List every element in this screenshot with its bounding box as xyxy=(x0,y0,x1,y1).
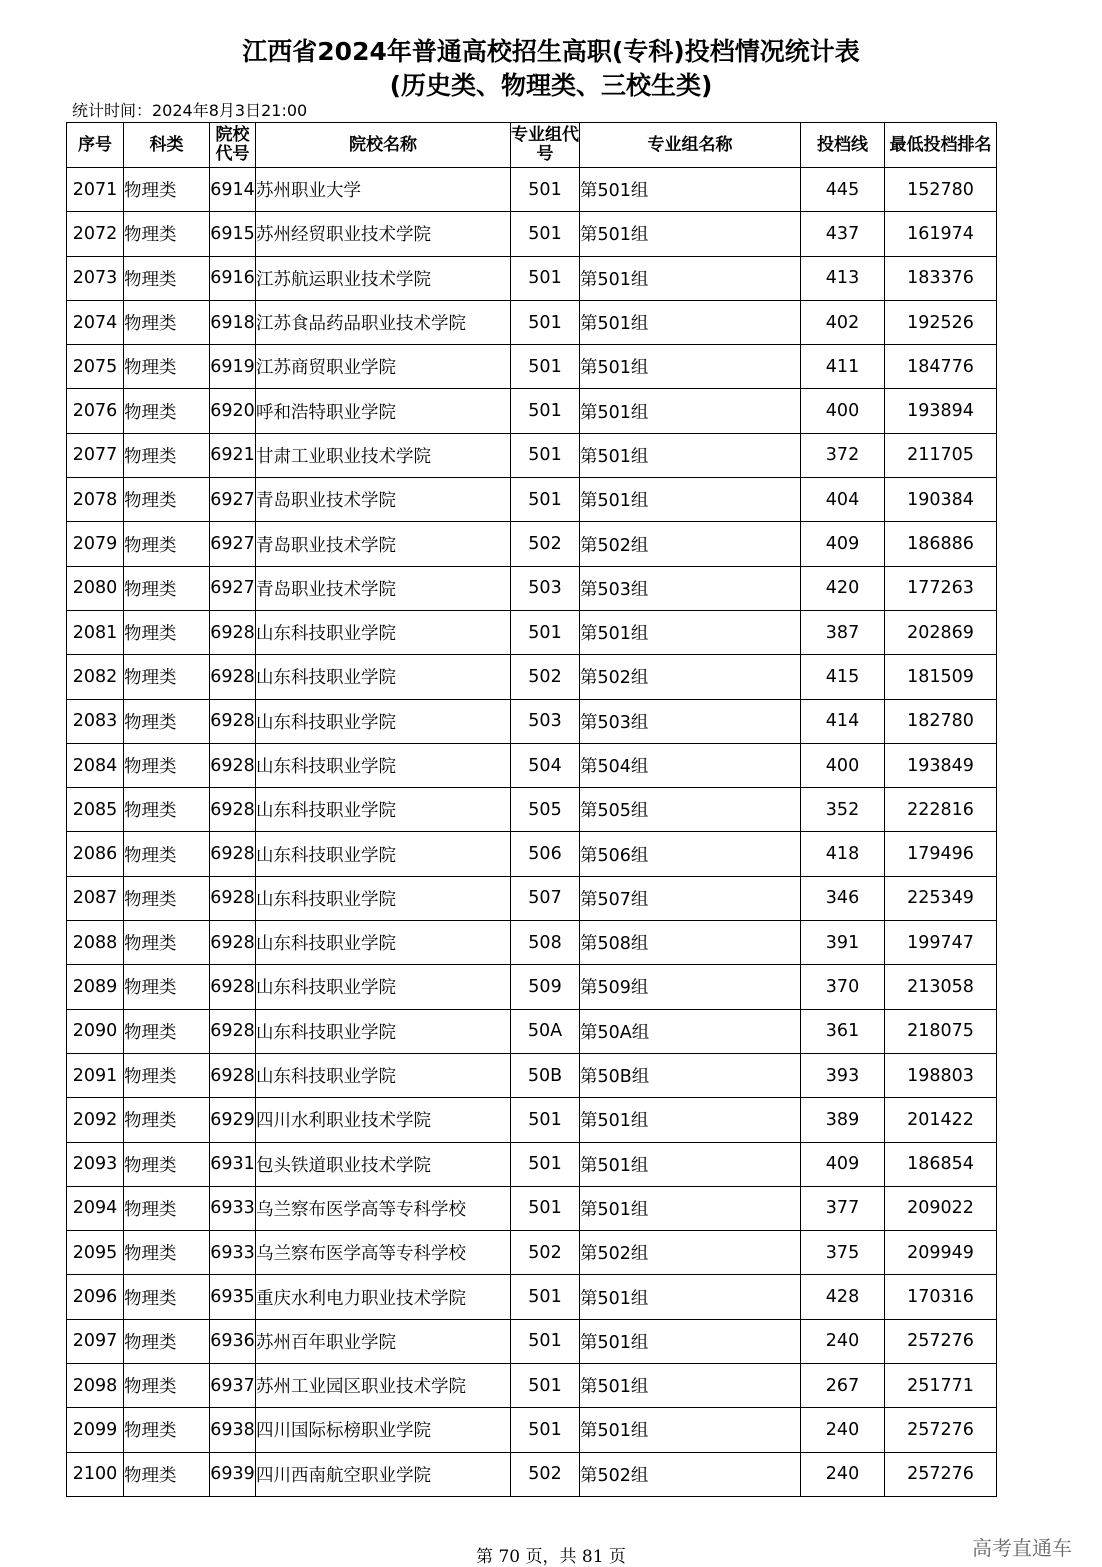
cell-category: 物理类 xyxy=(124,743,210,787)
cell-category: 物理类 xyxy=(124,478,210,522)
cell-category: 物理类 xyxy=(124,566,210,610)
cell-school-code: 6928 xyxy=(210,832,256,876)
cell-school-name: 江苏食品药品职业技术学院 xyxy=(256,300,511,344)
table-row xyxy=(67,876,997,920)
cell-group-code: 501 xyxy=(511,1186,580,1230)
table-row xyxy=(67,1408,997,1452)
col-min-rank-header: 最低投档排名 xyxy=(885,123,997,168)
table-row xyxy=(67,522,997,566)
cell-school-name: 青岛职业技术学院 xyxy=(256,566,511,610)
cell-cutoff: 404 xyxy=(801,478,885,522)
cell-category: 物理类 xyxy=(124,1364,210,1408)
cell-group-name: 第501组 xyxy=(580,1408,801,1452)
cell-min-rank: 183376 xyxy=(885,256,997,300)
cell-cutoff: 346 xyxy=(801,876,885,920)
cell-group-code: 501 xyxy=(511,610,580,654)
cell-group-name: 第502组 xyxy=(580,1452,801,1496)
cell-seq: 2084 xyxy=(67,743,124,787)
cell-group-code: 501 xyxy=(511,345,580,389)
col-group-code-header: 专业组代号 xyxy=(511,123,580,168)
cell-category: 物理类 xyxy=(124,1053,210,1097)
table-row xyxy=(67,832,997,876)
cell-cutoff: 414 xyxy=(801,699,885,743)
table-row xyxy=(67,965,997,1009)
cell-min-rank: 177263 xyxy=(885,566,997,610)
cell-group-code: 501 xyxy=(511,1275,580,1319)
cell-min-rank: 202869 xyxy=(885,610,997,654)
cell-seq: 2092 xyxy=(67,1098,124,1142)
cell-min-rank: 251771 xyxy=(885,1364,997,1408)
cell-seq: 2099 xyxy=(67,1408,124,1452)
table-row xyxy=(67,345,997,389)
cell-cutoff: 389 xyxy=(801,1098,885,1142)
table-row xyxy=(67,168,997,212)
cell-cutoff: 420 xyxy=(801,566,885,610)
cell-group-code: 501 xyxy=(511,1408,580,1452)
cell-category: 物理类 xyxy=(124,699,210,743)
cell-cutoff: 240 xyxy=(801,1452,885,1496)
cell-seq: 2087 xyxy=(67,876,124,920)
cell-group-name: 第506组 xyxy=(580,832,801,876)
cell-school-name: 四川水利职业技术学院 xyxy=(256,1098,511,1142)
cell-min-rank: 181509 xyxy=(885,655,997,699)
cell-min-rank: 193894 xyxy=(885,389,997,433)
cell-category: 物理类 xyxy=(124,1408,210,1452)
cell-cutoff: 445 xyxy=(801,168,885,212)
cell-min-rank: 179496 xyxy=(885,832,997,876)
cell-category: 物理类 xyxy=(124,921,210,965)
cell-cutoff: 400 xyxy=(801,743,885,787)
cell-category: 物理类 xyxy=(124,389,210,433)
cell-cutoff: 375 xyxy=(801,1231,885,1275)
cell-seq: 2094 xyxy=(67,1186,124,1230)
cell-school-name: 山东科技职业学院 xyxy=(256,1053,511,1097)
cell-group-code: 501 xyxy=(511,256,580,300)
table-row xyxy=(67,1009,997,1053)
cell-school-name: 山东科技职业学院 xyxy=(256,876,511,920)
cell-school-code: 6918 xyxy=(210,300,256,344)
cell-school-name: 青岛职业技术学院 xyxy=(256,522,511,566)
cell-group-code: 501 xyxy=(511,478,580,522)
cell-seq: 2100 xyxy=(67,1452,124,1496)
cell-group-name: 第501组 xyxy=(580,212,801,256)
cell-cutoff: 393 xyxy=(801,1053,885,1097)
cell-min-rank: 209949 xyxy=(885,1231,997,1275)
cell-group-name: 第501组 xyxy=(580,1364,801,1408)
table-row xyxy=(67,743,997,787)
page-title: 江西省2024年普通高校招生高职(专科)投档情况统计表 xyxy=(242,37,860,66)
cell-min-rank: 182780 xyxy=(885,699,997,743)
cell-category: 物理类 xyxy=(124,876,210,920)
cell-group-name: 第501组 xyxy=(580,1319,801,1363)
cell-group-code: 502 xyxy=(511,1452,580,1496)
table-row xyxy=(67,610,997,654)
cell-seq: 2079 xyxy=(67,522,124,566)
cell-school-code: 6933 xyxy=(210,1186,256,1230)
cell-category: 物理类 xyxy=(124,655,210,699)
cell-group-code: 50B xyxy=(511,1053,580,1097)
cell-category: 物理类 xyxy=(124,1009,210,1053)
cell-min-rank: 170316 xyxy=(885,1275,997,1319)
cell-cutoff: 418 xyxy=(801,832,885,876)
table-row xyxy=(67,566,997,610)
cell-cutoff: 361 xyxy=(801,1009,885,1053)
cell-school-name: 山东科技职业学院 xyxy=(256,655,511,699)
cell-school-code: 6928 xyxy=(210,699,256,743)
cell-school-code: 6928 xyxy=(210,921,256,965)
cell-group-code: 501 xyxy=(511,300,580,344)
cell-cutoff: 240 xyxy=(801,1319,885,1363)
cell-school-name: 甘肃工业职业技术学院 xyxy=(256,433,511,477)
table-header-row xyxy=(67,123,997,168)
cell-min-rank: 199747 xyxy=(885,921,997,965)
cell-group-code: 502 xyxy=(511,1231,580,1275)
cell-category: 物理类 xyxy=(124,1231,210,1275)
cell-group-code: 501 xyxy=(511,168,580,212)
cell-school-name: 山东科技职业学院 xyxy=(256,610,511,654)
cell-min-rank: 213058 xyxy=(885,965,997,1009)
cell-seq: 2072 xyxy=(67,212,124,256)
cell-school-code: 6920 xyxy=(210,389,256,433)
cell-group-name: 第501组 xyxy=(580,256,801,300)
col-seq-header: 序号 xyxy=(67,123,124,168)
cell-school-code: 6939 xyxy=(210,1452,256,1496)
admission-table xyxy=(66,122,997,1497)
cell-school-code: 6937 xyxy=(210,1364,256,1408)
cell-cutoff: 400 xyxy=(801,389,885,433)
cell-school-code: 6927 xyxy=(210,566,256,610)
table-row xyxy=(67,300,997,344)
cell-min-rank: 201422 xyxy=(885,1098,997,1142)
col-school-name-header: 院校名称 xyxy=(256,123,511,168)
cell-group-name: 第501组 xyxy=(580,1098,801,1142)
table-row xyxy=(67,1275,997,1319)
cell-school-name: 苏州工业园区职业技术学院 xyxy=(256,1364,511,1408)
table-row xyxy=(67,256,997,300)
cell-group-name: 第501组 xyxy=(580,168,801,212)
cell-min-rank: 198803 xyxy=(885,1053,997,1097)
cell-group-code: 501 xyxy=(511,212,580,256)
cell-cutoff: 370 xyxy=(801,965,885,1009)
cell-seq: 2085 xyxy=(67,788,124,832)
cell-seq: 2096 xyxy=(67,1275,124,1319)
col-school-code-header: 院校代号 xyxy=(210,123,256,168)
cell-category: 物理类 xyxy=(124,433,210,477)
cell-group-name: 第503组 xyxy=(580,699,801,743)
cell-seq: 2074 xyxy=(67,300,124,344)
cell-cutoff: 402 xyxy=(801,300,885,344)
cell-school-code: 6927 xyxy=(210,522,256,566)
cell-school-name: 山东科技职业学院 xyxy=(256,743,511,787)
cell-group-code: 506 xyxy=(511,832,580,876)
cell-min-rank: 161974 xyxy=(885,212,997,256)
cell-category: 物理类 xyxy=(124,1186,210,1230)
cell-cutoff: 409 xyxy=(801,1142,885,1186)
table-row xyxy=(67,1098,997,1142)
cell-cutoff: 387 xyxy=(801,610,885,654)
cell-group-name: 第501组 xyxy=(580,1275,801,1319)
table-row xyxy=(67,1231,997,1275)
cell-group-name: 第502组 xyxy=(580,655,801,699)
cell-seq: 2095 xyxy=(67,1231,124,1275)
cell-seq: 2090 xyxy=(67,1009,124,1053)
cell-school-code: 6938 xyxy=(210,1408,256,1452)
cell-school-name: 山东科技职业学院 xyxy=(256,1009,511,1053)
cell-category: 物理类 xyxy=(124,1098,210,1142)
cell-group-name: 第501组 xyxy=(580,433,801,477)
cell-school-code: 6928 xyxy=(210,1009,256,1053)
col-cutoff-header: 投档线 xyxy=(801,123,885,168)
cell-seq: 2097 xyxy=(67,1319,124,1363)
cell-school-code: 6928 xyxy=(210,610,256,654)
cell-school-code: 6919 xyxy=(210,345,256,389)
cell-category: 物理类 xyxy=(124,345,210,389)
cell-category: 物理类 xyxy=(124,1319,210,1363)
cell-school-code: 6928 xyxy=(210,655,256,699)
cell-school-code: 6928 xyxy=(210,743,256,787)
cell-group-code: 501 xyxy=(511,1364,580,1408)
cell-school-code: 6928 xyxy=(210,1053,256,1097)
cell-group-code: 501 xyxy=(511,1142,580,1186)
cell-school-name: 江苏商贸职业学院 xyxy=(256,345,511,389)
cell-school-name: 苏州百年职业学院 xyxy=(256,1319,511,1363)
cell-category: 物理类 xyxy=(124,788,210,832)
cell-school-code: 6921 xyxy=(210,433,256,477)
cell-group-code: 504 xyxy=(511,743,580,787)
cell-group-name: 第509组 xyxy=(580,965,801,1009)
cell-school-name: 江苏航运职业技术学院 xyxy=(256,256,511,300)
cell-group-name: 第505组 xyxy=(580,788,801,832)
cell-group-code: 50A xyxy=(511,1009,580,1053)
cell-cutoff: 415 xyxy=(801,655,885,699)
table-row xyxy=(67,389,997,433)
brand-watermark: 高考直通车 xyxy=(972,1536,1072,1560)
cell-group-name: 第501组 xyxy=(580,389,801,433)
cell-group-name: 第501组 xyxy=(580,610,801,654)
cell-school-code: 6914 xyxy=(210,168,256,212)
cell-group-code: 509 xyxy=(511,965,580,1009)
cell-group-code: 502 xyxy=(511,522,580,566)
cell-school-name: 重庆水利电力职业技术学院 xyxy=(256,1275,511,1319)
cell-cutoff: 413 xyxy=(801,256,885,300)
cell-group-name: 第501组 xyxy=(580,345,801,389)
cell-seq: 2078 xyxy=(67,478,124,522)
cell-group-code: 503 xyxy=(511,566,580,610)
table-row xyxy=(67,1186,997,1230)
stat-time: 统计时间：2024年8月3日21:00 xyxy=(72,101,308,120)
cell-school-code: 6936 xyxy=(210,1319,256,1363)
cell-seq: 2083 xyxy=(67,699,124,743)
cell-min-rank: 257276 xyxy=(885,1452,997,1496)
cell-category: 物理类 xyxy=(124,1275,210,1319)
cell-category: 物理类 xyxy=(124,1452,210,1496)
cell-group-code: 508 xyxy=(511,921,580,965)
cell-seq: 2093 xyxy=(67,1142,124,1186)
cell-school-name: 苏州经贸职业技术学院 xyxy=(256,212,511,256)
cell-category: 物理类 xyxy=(124,256,210,300)
cell-school-code: 6928 xyxy=(210,876,256,920)
table-row xyxy=(67,921,997,965)
table-row xyxy=(67,478,997,522)
cell-group-name: 第50B组 xyxy=(580,1053,801,1097)
cell-school-code: 6927 xyxy=(210,478,256,522)
cell-min-rank: 257276 xyxy=(885,1408,997,1452)
cell-cutoff: 391 xyxy=(801,921,885,965)
table-body xyxy=(67,168,997,1497)
table-row xyxy=(67,1452,997,1496)
table-row xyxy=(67,788,997,832)
cell-seq: 2077 xyxy=(67,433,124,477)
cell-cutoff: 267 xyxy=(801,1364,885,1408)
cell-seq: 2091 xyxy=(67,1053,124,1097)
cell-group-code: 502 xyxy=(511,655,580,699)
table-row xyxy=(67,1142,997,1186)
cell-min-rank: 211705 xyxy=(885,433,997,477)
cell-school-name: 呼和浩特职业学院 xyxy=(256,389,511,433)
cell-cutoff: 352 xyxy=(801,788,885,832)
cell-school-code: 6928 xyxy=(210,788,256,832)
cell-seq: 2073 xyxy=(67,256,124,300)
col-category-header: 科类 xyxy=(124,123,210,168)
page-subtitle: (历史类、物理类、三校生类) xyxy=(389,71,713,100)
cell-group-name: 第502组 xyxy=(580,522,801,566)
cell-seq: 2088 xyxy=(67,921,124,965)
cell-cutoff: 240 xyxy=(801,1408,885,1452)
cell-category: 物理类 xyxy=(124,832,210,876)
cell-group-name: 第501组 xyxy=(580,300,801,344)
cell-category: 物理类 xyxy=(124,300,210,344)
cell-group-code: 501 xyxy=(511,1098,580,1142)
cell-cutoff: 437 xyxy=(801,212,885,256)
cell-min-rank: 225349 xyxy=(885,876,997,920)
cell-cutoff: 372 xyxy=(801,433,885,477)
cell-category: 物理类 xyxy=(124,522,210,566)
table-row xyxy=(67,655,997,699)
cell-seq: 2080 xyxy=(67,566,124,610)
cell-group-code: 507 xyxy=(511,876,580,920)
cell-cutoff: 377 xyxy=(801,1186,885,1230)
cell-group-name: 第501组 xyxy=(580,478,801,522)
cell-category: 物理类 xyxy=(124,965,210,1009)
table-row xyxy=(67,1364,997,1408)
cell-school-name: 山东科技职业学院 xyxy=(256,965,511,1009)
cell-group-name: 第501组 xyxy=(580,1186,801,1230)
cell-seq: 2071 xyxy=(67,168,124,212)
cell-group-code: 503 xyxy=(511,699,580,743)
cell-group-name: 第503组 xyxy=(580,566,801,610)
cell-school-code: 6916 xyxy=(210,256,256,300)
cell-category: 物理类 xyxy=(124,168,210,212)
cell-group-code: 501 xyxy=(511,433,580,477)
cell-group-code: 505 xyxy=(511,788,580,832)
cell-min-rank: 190384 xyxy=(885,478,997,522)
table-row xyxy=(67,1053,997,1097)
table-row xyxy=(67,433,997,477)
cell-school-name: 山东科技职业学院 xyxy=(256,699,511,743)
cell-group-name: 第507组 xyxy=(580,876,801,920)
cell-category: 物理类 xyxy=(124,610,210,654)
cell-group-name: 第50A组 xyxy=(580,1009,801,1053)
cell-school-name: 四川国际标榜职业学院 xyxy=(256,1408,511,1452)
table-row xyxy=(67,212,997,256)
cell-school-name: 四川西南航空职业学院 xyxy=(256,1452,511,1496)
table-row xyxy=(67,1319,997,1363)
cell-group-code: 501 xyxy=(511,1319,580,1363)
cell-category: 物理类 xyxy=(124,212,210,256)
cell-group-name: 第501组 xyxy=(580,1142,801,1186)
cell-cutoff: 411 xyxy=(801,345,885,389)
cell-school-code: 6935 xyxy=(210,1275,256,1319)
cell-min-rank: 209022 xyxy=(885,1186,997,1230)
table-row xyxy=(67,699,997,743)
cell-school-name: 青岛职业技术学院 xyxy=(256,478,511,522)
col-group-name-header: 专业组名称 xyxy=(580,123,801,168)
cell-min-rank: 218075 xyxy=(885,1009,997,1053)
cell-min-rank: 186886 xyxy=(885,522,997,566)
cell-seq: 2081 xyxy=(67,610,124,654)
cell-min-rank: 193849 xyxy=(885,743,997,787)
cell-school-name: 山东科技职业学院 xyxy=(256,832,511,876)
cell-min-rank: 186854 xyxy=(885,1142,997,1186)
cell-min-rank: 222816 xyxy=(885,788,997,832)
cell-seq: 2076 xyxy=(67,389,124,433)
cell-cutoff: 409 xyxy=(801,522,885,566)
cell-seq: 2098 xyxy=(67,1364,124,1408)
cell-min-rank: 257276 xyxy=(885,1319,997,1363)
cell-school-code: 6915 xyxy=(210,212,256,256)
cell-school-code: 6931 xyxy=(210,1142,256,1186)
cell-school-code: 6933 xyxy=(210,1231,256,1275)
cell-group-name: 第508组 xyxy=(580,921,801,965)
cell-seq: 2089 xyxy=(67,965,124,1009)
cell-seq: 2086 xyxy=(67,832,124,876)
cell-school-name: 山东科技职业学院 xyxy=(256,921,511,965)
cell-group-name: 第504组 xyxy=(580,743,801,787)
cell-min-rank: 152780 xyxy=(885,168,997,212)
cell-min-rank: 184776 xyxy=(885,345,997,389)
cell-school-name: 乌兰察布医学高等专科学校 xyxy=(256,1231,511,1275)
cell-group-code: 501 xyxy=(511,389,580,433)
cell-school-name: 苏州职业大学 xyxy=(256,168,511,212)
cell-seq: 2082 xyxy=(67,655,124,699)
cell-seq: 2075 xyxy=(67,345,124,389)
cell-school-code: 6928 xyxy=(210,965,256,1009)
page-number: 第 70 页，共 81 页 xyxy=(476,1547,626,1567)
cell-school-name: 山东科技职业学院 xyxy=(256,788,511,832)
cell-cutoff: 428 xyxy=(801,1275,885,1319)
cell-group-name: 第502组 xyxy=(580,1231,801,1275)
cell-school-code: 6929 xyxy=(210,1098,256,1142)
cell-school-name: 包头铁道职业技术学院 xyxy=(256,1142,511,1186)
cell-category: 物理类 xyxy=(124,1142,210,1186)
cell-min-rank: 192526 xyxy=(885,300,997,344)
cell-school-name: 乌兰察布医学高等专科学校 xyxy=(256,1186,511,1230)
